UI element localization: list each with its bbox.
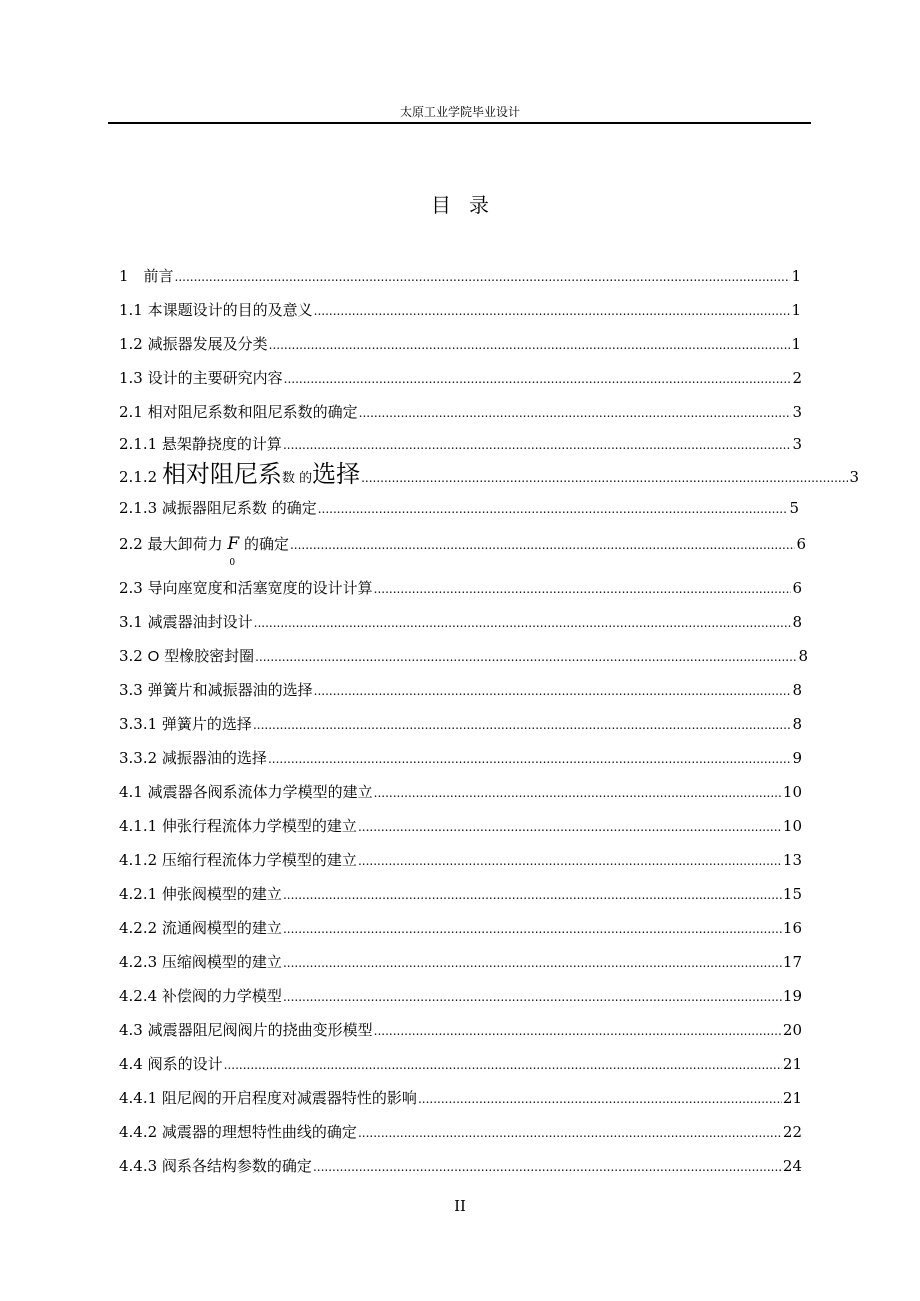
toc-entry-page: 6: [796, 535, 806, 553]
toc-entry-label: 4.4.2 减震器的理想特性曲线的确定: [119, 1123, 357, 1141]
toc-entry-page: 3: [849, 468, 859, 486]
toc-leader: [255, 647, 797, 667]
toc-leader: [290, 535, 795, 555]
toc-entry-page: 1: [791, 301, 801, 319]
toc-entry-label: [119, 460, 361, 489]
toc-entry[interactable]: [119, 918, 802, 939]
toc-leader: [358, 1123, 782, 1143]
toc-entry-label: 4.2.1 伸张阀模型的建立: [119, 885, 282, 903]
toc-entry[interactable]: [119, 714, 802, 735]
toc-entry[interactable]: [119, 266, 801, 287]
toc-leader: [283, 919, 782, 939]
toc-leader: [318, 499, 789, 519]
toc-entry-label: 4.1.2 压缩行程流体力学模型的建立: [119, 851, 357, 869]
toc-entry-text-large: 相对阻尼系: [161, 460, 282, 488]
toc-entry-label: 4.4 阀系的设计: [119, 1055, 223, 1073]
toc-entry-text-small: 数 的: [281, 471, 313, 486]
toc-entry[interactable]: [119, 498, 799, 519]
toc-entry-label: 4.2.2 流通阀模型的建立: [119, 919, 282, 937]
toc-entry[interactable]: [119, 748, 802, 769]
toc-entry-label: 2.1.3 减振器阻尼系数 的确定: [119, 499, 317, 517]
toc-entry[interactable]: [119, 334, 801, 355]
toc-entry-label: 2.3 导向座宽度和活塞宽度的设计计算: [119, 579, 373, 597]
toc-entry-page: 5: [789, 499, 799, 517]
force-symbol: [227, 534, 240, 568]
o-ring-symbol: O: [147, 648, 160, 665]
toc-leader: [359, 403, 792, 423]
toc-entry-page: 21: [782, 1055, 802, 1073]
toc-entry-label: 4.2.4 补偿阀的力学模型: [119, 987, 282, 1005]
toc-entry-page: 22: [782, 1123, 802, 1141]
toc-entry-page: 2: [792, 369, 802, 387]
toc-entry[interactable]: [119, 646, 808, 667]
toc-leader: [314, 681, 792, 701]
toc-entry[interactable]: [119, 578, 802, 599]
toc-entry-label: [119, 534, 289, 568]
toc-entry[interactable]: [119, 782, 802, 803]
toc-entry-label: 3.3.2 减振器油的选择: [119, 749, 267, 767]
toc-entry-page: 3: [792, 403, 802, 421]
toc-entry-page: 8: [792, 715, 802, 733]
toc-leader: [358, 851, 782, 871]
toc-leader: [224, 1055, 782, 1075]
toc-entry-label: 3.3 弹簧片和减振器油的选择: [119, 681, 313, 699]
toc-leader: [358, 817, 782, 837]
toc-entry-page: 1: [791, 267, 801, 285]
toc-entry-label: 4.4.3 阀系各结构参数的确定: [119, 1157, 312, 1175]
toc-leader: [283, 435, 792, 455]
toc-entry[interactable]: [119, 986, 802, 1007]
toc-entry-page: 6: [792, 579, 802, 597]
toc-entry[interactable]: [119, 850, 802, 871]
toc-entry-label: 1.2 减振器发展及分类: [119, 335, 268, 353]
toc-entry-page: 8: [798, 647, 808, 665]
toc-entry-label: [119, 646, 254, 667]
toc-entry-page: 16: [782, 919, 802, 937]
toc-entry-page: 3: [792, 435, 802, 453]
toc-entry-label: 2.1.1 悬架静挠度的计算: [119, 435, 282, 453]
toc-entry[interactable]: [119, 1156, 802, 1177]
toc-entry-page: 10: [782, 783, 802, 801]
toc-entry-page: 13: [782, 851, 802, 869]
toc-entry-label: 4.1 减震器各阀系流体力学模型的建立: [119, 783, 373, 801]
toc-entry[interactable]: [119, 680, 802, 701]
toc-entry-label: 2.1 相对阻尼系数和阻尼系数的确定: [119, 403, 358, 421]
toc-entry-label: 4.1.1 伸张行程流体力学模型的建立: [119, 817, 357, 835]
toc-entry-page: 8: [792, 613, 802, 631]
toc-leader: [374, 1021, 782, 1041]
toc-leader: [284, 369, 792, 389]
toc-entry-text: 的确定: [239, 535, 289, 553]
toc-entry[interactable]: [119, 612, 802, 633]
toc-entry-label: 4.3 减震器阻尼阀阀片的挠曲变形模型: [119, 1021, 373, 1039]
force-symbol-letter: F: [227, 534, 240, 554]
toc-leader: [361, 468, 848, 488]
toc-entry[interactable]: [119, 952, 802, 973]
toc-entry-page: 21: [782, 1089, 802, 1107]
toc-entry[interactable]: [119, 1020, 802, 1041]
toc-entry-page: 24: [782, 1157, 802, 1175]
toc-entry-label: 1 前言: [119, 267, 174, 285]
toc-leader: [254, 613, 792, 633]
toc-leader: [374, 783, 782, 803]
toc-entry-page: 17: [782, 953, 802, 971]
toc-entry[interactable]: [119, 402, 802, 423]
toc-entry-text-large: 选择: [312, 460, 361, 488]
toc-entry[interactable]: [119, 1088, 802, 1109]
toc-entry-page: 1: [791, 335, 801, 353]
toc-entry-text: 型橡胶密封圈: [159, 647, 255, 665]
toc-entry-label: 1.3 设计的主要研究内容: [119, 369, 283, 387]
toc-entry[interactable]: [119, 460, 859, 489]
toc-leader: [283, 953, 782, 973]
toc-entry[interactable]: [119, 300, 801, 321]
toc-leader: [175, 267, 791, 287]
toc-entry-page: 8: [792, 681, 802, 699]
toc-entry-page: 19: [782, 987, 802, 1005]
toc-entry-page: 15: [782, 885, 802, 903]
toc-entry-label: 4.2.3 压缩阀模型的建立: [119, 953, 282, 971]
toc-leader: [314, 301, 791, 321]
toc-entry-label: 3.1 减震器油封设计: [119, 613, 253, 631]
toc-leader: [269, 335, 791, 355]
toc-entry-number: 2.2 最大卸荷力: [119, 535, 228, 553]
toc-leader: [253, 715, 792, 735]
toc-title: 目录: [431, 193, 507, 217]
running-header: 太原工业学院毕业设计: [399, 105, 520, 119]
toc-entry[interactable]: [119, 1122, 802, 1143]
toc-entry-label: 1.1 本课题设计的目的及意义: [119, 301, 313, 319]
toc-entry[interactable]: [119, 816, 802, 837]
toc-leader: [418, 1089, 782, 1109]
toc-leader: [283, 885, 782, 905]
toc-entry-label: 4.4.1 阻尼阀的开启程度对减震器特性的影响: [119, 1089, 417, 1107]
toc-leader: [313, 1157, 782, 1177]
force-symbol-subscript: 0: [229, 558, 236, 568]
toc-leader: [268, 749, 792, 769]
toc-entry-number: 3.2: [119, 647, 148, 665]
toc-entry[interactable]: [119, 884, 802, 905]
header-rule: [108, 122, 811, 124]
toc-entry-page: 9: [792, 749, 802, 767]
toc-entry[interactable]: [119, 534, 806, 568]
toc-entry-page: 20: [782, 1021, 802, 1039]
toc-entry-number: 2.1.2: [119, 468, 162, 486]
toc-entry-label: 3.3.1 弹簧片的选择: [119, 715, 252, 733]
toc-entry[interactable]: [119, 368, 802, 389]
toc-entry[interactable]: [119, 1054, 802, 1075]
toc-leader: [374, 579, 792, 599]
toc-entry-page: 10: [782, 817, 802, 835]
toc-entry[interactable]: [119, 434, 802, 455]
page-number: II: [454, 1197, 466, 1215]
toc-leader: [283, 987, 782, 1007]
